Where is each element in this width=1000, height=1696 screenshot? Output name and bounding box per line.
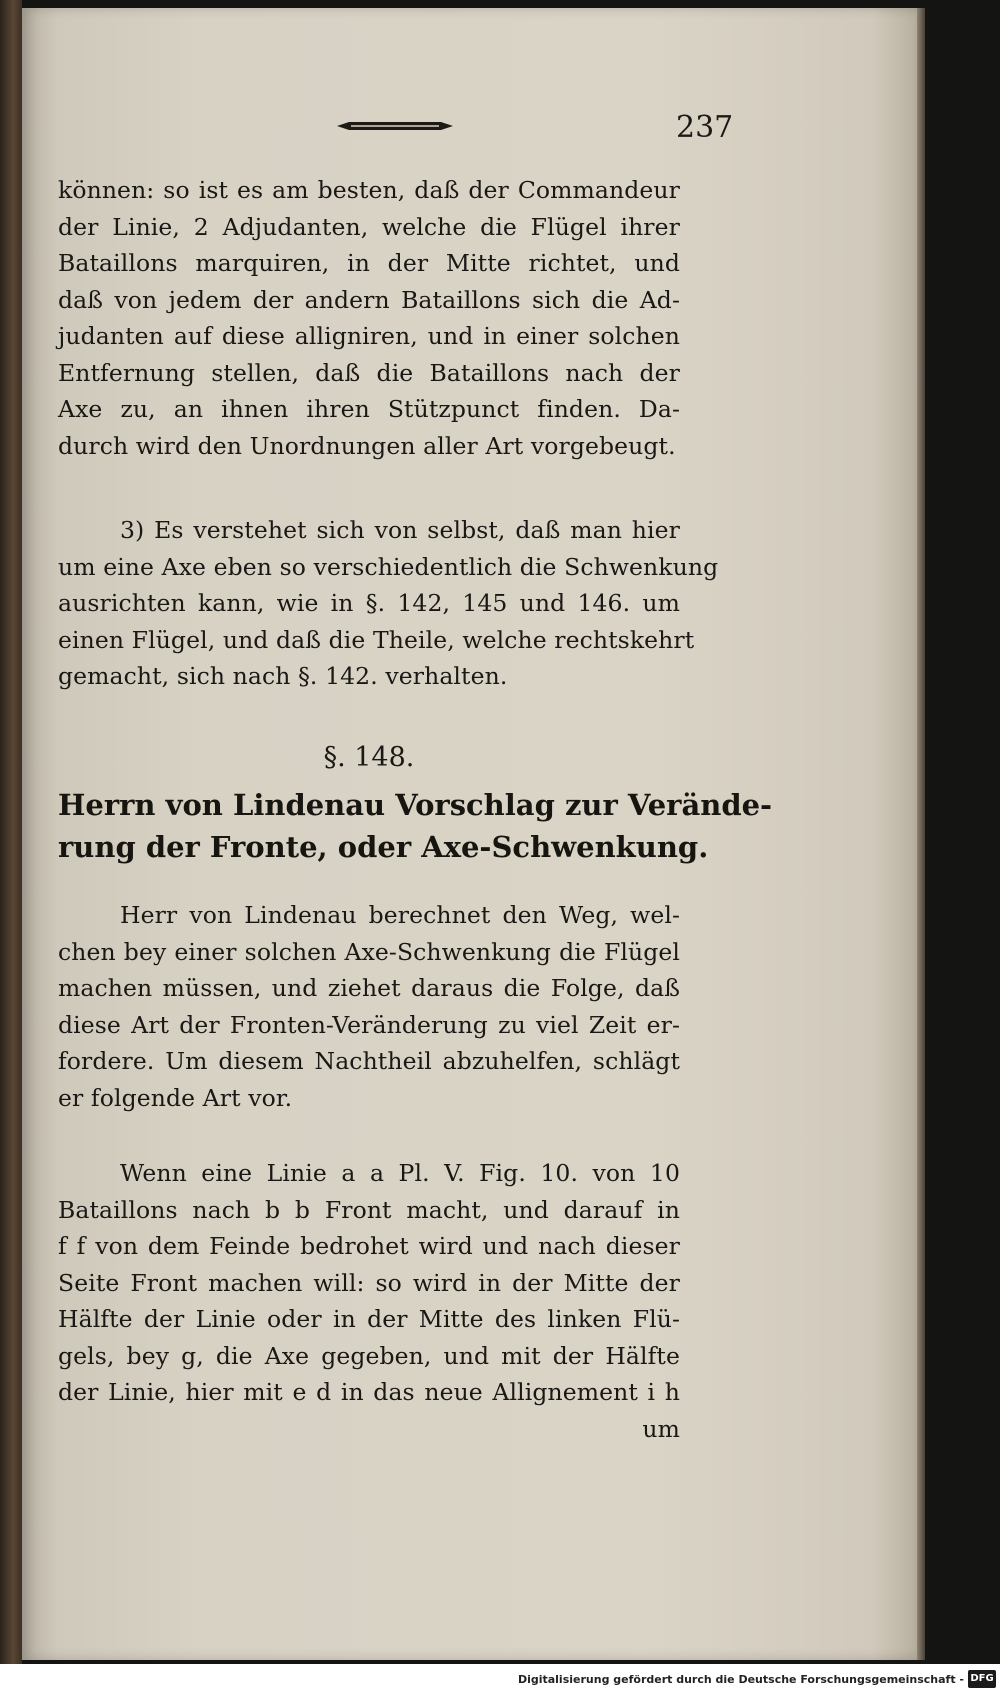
text-line: Bataillons nach b b Front macht, und darauf in bbox=[58, 1195, 680, 1224]
text-line: 3) Es verstehet sich von selbst, daß man hier bbox=[120, 516, 680, 544]
paragraph-4 bbox=[58, 1155, 680, 1447]
text-line: ausrichten kann, wie in §. 142, 145 und 146. um bbox=[58, 589, 680, 617]
catchword: um bbox=[642, 1414, 680, 1443]
text-line: Wenn eine Linie a a Pl. V. Fig. 10. von 10 bbox=[120, 1159, 680, 1187]
dfg-logo: DFG bbox=[968, 1670, 996, 1688]
text-line: diese Art der Fronten-Veränderung zu viel Zeit er- bbox=[58, 1010, 680, 1039]
section-number: §. 148. bbox=[323, 742, 415, 773]
text-line: durch wird den Unordnungen aller Art vorgebeugt. bbox=[58, 431, 676, 460]
text-line: daß von jedem der andern Bataillons sich die Ad- bbox=[58, 285, 680, 314]
text-line: können: so ist es am besten, daß der Commandeur bbox=[58, 176, 680, 204]
section-heading-line: rung der Fronte, oder Axe-Schwenkung. bbox=[58, 830, 709, 864]
paragraph-1 bbox=[58, 172, 680, 464]
text-line: gemacht, sich nach §. 142. verhalten. bbox=[58, 662, 508, 690]
funding-credit: Digitalisierung gefördert durch die Deutsche Forschungsgemeinschaft - bbox=[517, 1673, 964, 1686]
paragraph-3 bbox=[58, 897, 680, 1116]
text-line: er folgende Art vor. bbox=[58, 1083, 293, 1112]
text-line: Hälfte der Linie oder in der Mitte des linken Flü- bbox=[58, 1305, 680, 1333]
text-line: Bataillons marquiren, in der Mitte richtet, und bbox=[58, 249, 680, 277]
text-line: chen bey einer solchen Axe-Schwenkung die Flügel bbox=[58, 937, 680, 966]
text-line: um eine Axe eben so verschiedentlich die Schwenkung bbox=[58, 552, 719, 581]
text-line: Seite Front machen will: so wird in der Mitte der bbox=[58, 1268, 680, 1297]
text-line: Herr von Lindenau berechnet den Weg, wel- bbox=[120, 901, 680, 929]
text-line: einen Flügel, und daß die Theile, welche rechtskehrt bbox=[58, 625, 695, 654]
text-line: f f von dem Feinde bedrohet wird und nach dieser bbox=[58, 1232, 680, 1260]
text-line: der Linie, 2 Adjudanten, welche die Flügel ihrer bbox=[58, 212, 680, 241]
footer-bar bbox=[0, 1664, 1000, 1696]
header-ornament bbox=[335, 120, 455, 132]
page-number: 237 bbox=[676, 110, 734, 145]
book-spine-edge bbox=[0, 0, 22, 1664]
text-line: Entfernung stellen, daß die Bataillons nach der bbox=[58, 358, 680, 387]
text-line: gels, bey g, die Axe gegeben, und mit der Hälfte bbox=[58, 1341, 680, 1370]
paragraph-2 bbox=[58, 512, 719, 695]
section-heading-line: Herrn von Lindenau Vorschlag zur Verände- bbox=[58, 788, 773, 822]
text-line: fordere. Um diesem Nachtheil abzuhelfen, schlägt bbox=[58, 1047, 680, 1075]
text-line: judanten auf diese alligniren, und in einer solchen bbox=[58, 322, 680, 350]
page-edge bbox=[917, 8, 925, 1660]
text-line: Axe zu, an ihnen ihren Stützpunct finden. Da- bbox=[58, 395, 680, 423]
text-line: machen müssen, und ziehet daraus die Folge, daß bbox=[58, 974, 680, 1002]
text-line: der Linie, hier mit e d in das neue Allignement i h bbox=[58, 1378, 680, 1406]
